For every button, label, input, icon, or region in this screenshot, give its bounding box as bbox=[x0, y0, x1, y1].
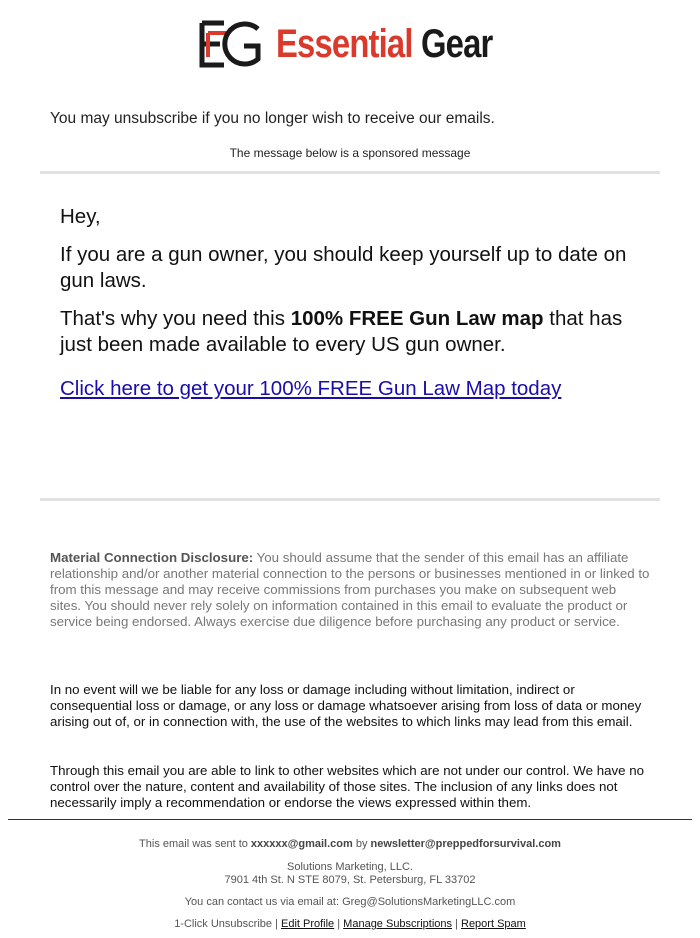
liability-notice: In no event will we be liable for any loss or damage including without limitation, indirect or consequential loss or damage, or any loss or damage whatsoever arising from loss of data or money arising out of, or in connection with, the use of the websites to which links may lead from this email. bbox=[50, 682, 642, 729]
paragraph-2-bold: 100% FREE Gun Law map bbox=[290, 307, 544, 330]
manage-subscriptions-link[interactable]: Manage Subscriptions bbox=[343, 918, 453, 930]
brand-name bbox=[276, 18, 492, 70]
external-links-notice: Through this email you are able to link to other websites which are not under our control. We have no control over the nature, content and availability of those sites. The inclusion of any links does not necessarily imply a recommendation or endorse the views expressed within them. bbox=[50, 763, 645, 810]
message-body bbox=[60, 204, 640, 414]
footer-divider bbox=[8, 819, 692, 820]
divider-middle bbox=[40, 498, 660, 501]
divider-top bbox=[40, 171, 660, 174]
eg-logo-icon bbox=[198, 19, 262, 69]
recipient-email: xxxxxx@gmail.com bbox=[250, 838, 353, 850]
cta-link[interactable]: Click here to get your 100% FREE Gun Law Map today bbox=[60, 377, 562, 400]
brand-name-part1: Essential bbox=[276, 22, 413, 66]
report-spam-link[interactable]: Report Spam bbox=[461, 918, 526, 930]
separator: | bbox=[334, 918, 344, 930]
paragraph-2-end: that has just been made available to every US gun owner. bbox=[60, 307, 623, 356]
disclosure-text: You should assume that the sender of this email has an affiliate relationship and/or another material connection to the persons or businesses mentioned in or linked to from this message and may receive commissions from purchases you make on subsequent web sites. You should never rely solely on information contained in this email to evaluate the product or service being endorsed. Always exercise due diligence before purchasing any product or service. bbox=[50, 550, 650, 629]
brand-name-part2: Gear bbox=[420, 22, 493, 66]
edit-profile-link[interactable]: Edit Profile bbox=[280, 918, 335, 930]
sponsored-notice: The message below is a sponsored message bbox=[229, 146, 471, 160]
sent-to-prefix: This email was sent to bbox=[139, 838, 251, 850]
separator: | bbox=[272, 918, 281, 930]
company-name: Solutions Marketing, LLC. bbox=[287, 861, 413, 873]
material-connection-disclosure bbox=[50, 550, 650, 630]
sent-to-line bbox=[0, 838, 700, 851]
message-paragraph-1: If you are a gun owner, you should keep yourself up to date on gun laws. bbox=[60, 243, 627, 292]
message-paragraph-2 bbox=[60, 306, 640, 358]
greeting: Hey, bbox=[60, 205, 101, 228]
unsubscribe-notice: You may unsubscribe if you no longer wish to receive our emails. bbox=[50, 110, 495, 127]
separator: | bbox=[452, 918, 461, 930]
paragraph-2-start: That's why you need this bbox=[60, 307, 291, 330]
sender-email: newsletter@preppedforsurvival.com bbox=[370, 838, 561, 850]
brand-logo bbox=[0, 18, 700, 70]
company-address: 7901 4th St. N STE 8079, St. Petersburg, FL 33702 bbox=[224, 874, 476, 886]
contact-line: You can contact us via email at: Greg@SolutionsMarketingLLC.com bbox=[184, 896, 516, 908]
footer-links bbox=[0, 918, 700, 931]
disclosure-heading: Material Connection Disclosure: bbox=[50, 550, 254, 565]
one-click-unsubscribe[interactable]: 1-Click Unsubscribe bbox=[174, 918, 272, 930]
sent-by: by bbox=[352, 838, 371, 850]
